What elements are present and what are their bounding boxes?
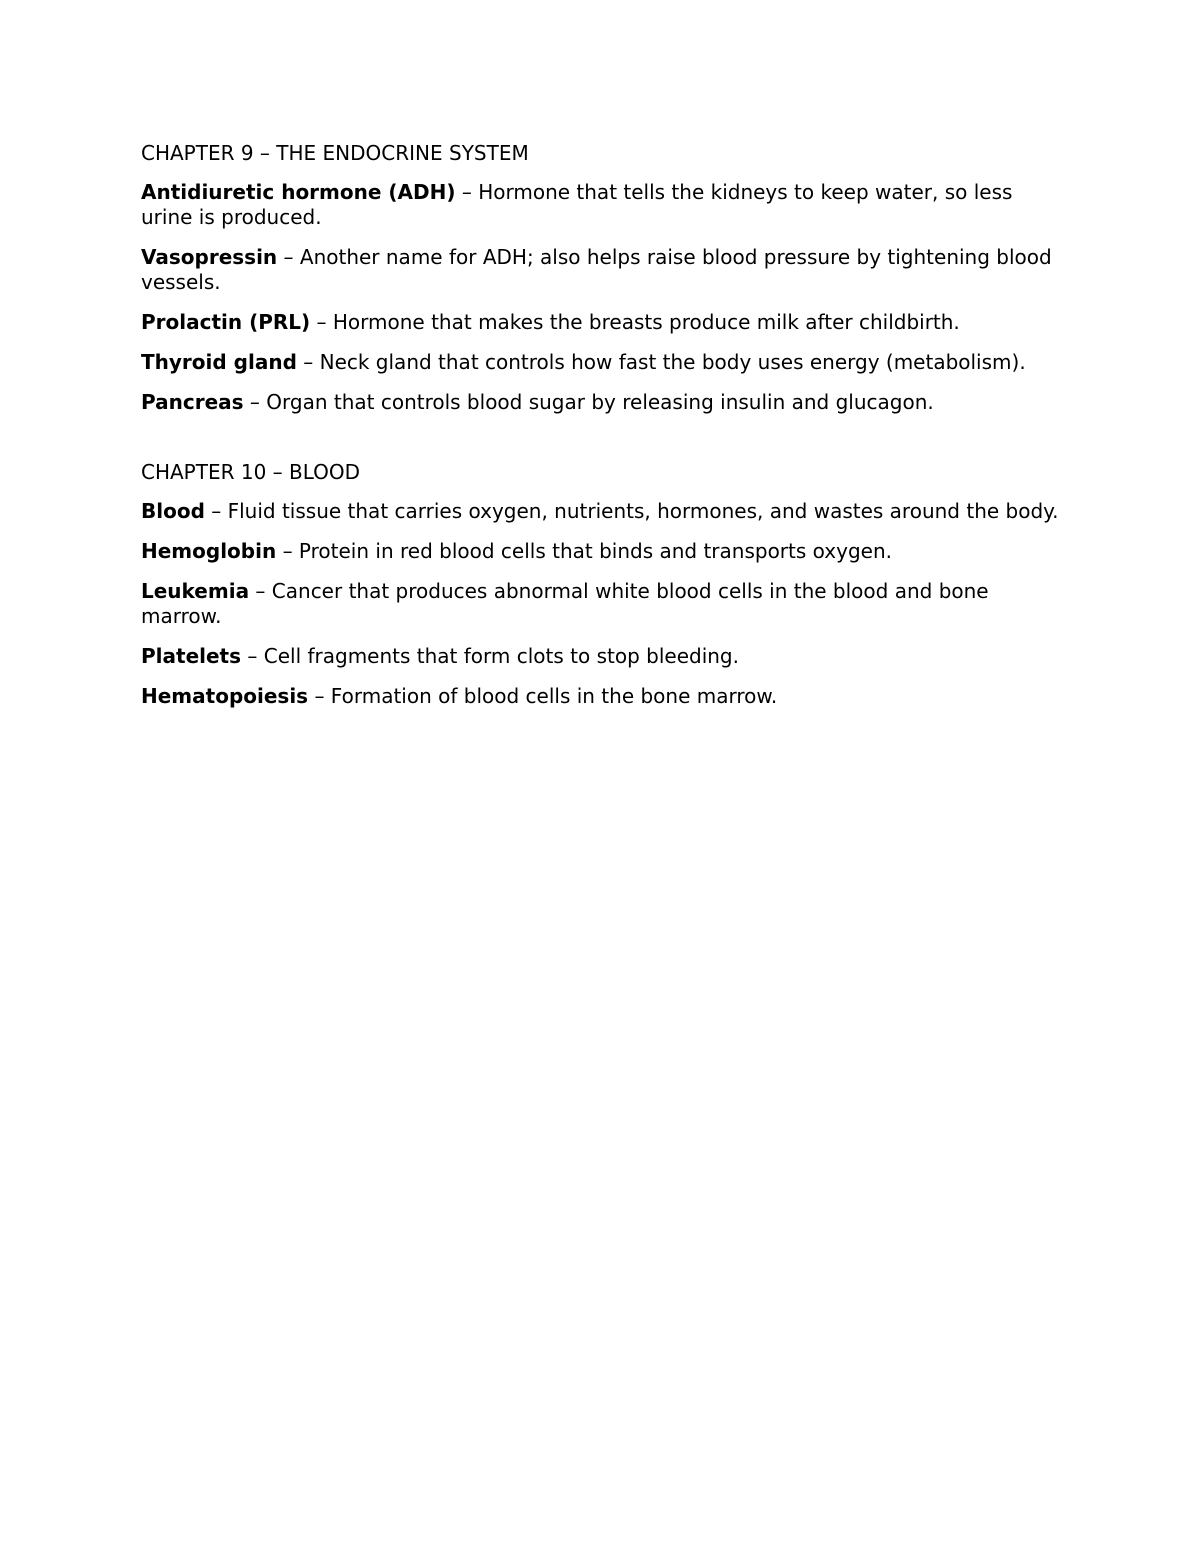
entry-term: Hemoglobin [141, 539, 277, 563]
glossary-entry-prolactin [141, 310, 1061, 335]
entry-definition: – Formation of blood cells in the bone marrow. [308, 684, 778, 708]
glossary-entry-adh [141, 180, 1061, 230]
chapter-9-section [141, 139, 1061, 415]
entry-definition: – Protein in red blood cells that binds and transports oxygen. [276, 539, 892, 563]
glossary-entry-hemoglobin [141, 539, 1061, 564]
glossary-entry-pancreas [141, 390, 1061, 415]
entry-definition: – Hormone that makes the breasts produce milk after childbirth. [310, 310, 960, 334]
entry-definition: – Hormone that tells the kidneys to keep water, so less urine is produced. [141, 180, 1013, 229]
glossary-entry-thyroid-gland [141, 350, 1061, 375]
entry-definition: – Cancer that produces abnormal white blood cells in the blood and bone marrow. [141, 579, 989, 628]
chapter-heading: CHAPTER 9 – THE ENDOCRINE SYSTEM [141, 141, 529, 165]
entry-term: Pancreas [141, 390, 244, 414]
glossary-entry-vasopressin [141, 245, 1061, 295]
entry-term: Blood [141, 499, 205, 523]
entry-term: Vasopressin [141, 245, 278, 269]
entry-term: Leukemia [141, 579, 250, 603]
entry-term: Thyroid gland [141, 350, 297, 374]
glossary-entry-blood [141, 499, 1061, 524]
entry-definition: – Another name for ADH; also helps raise blood pressure by tightening blood vessels. [141, 245, 1052, 294]
entry-term: Prolactin (PRL) [141, 310, 311, 334]
chapter-10-section [141, 458, 1061, 709]
entry-definition: – Neck gland that controls how fast the body uses energy (metabolism). [296, 350, 1026, 374]
entry-term: Platelets [141, 644, 242, 668]
glossary-entry-hematopoiesis [141, 684, 1061, 709]
glossary-entry-platelets [141, 644, 1061, 669]
entry-definition: – Cell fragments that form clots to stop bleeding. [241, 644, 739, 668]
chapter-heading: CHAPTER 10 – BLOOD [141, 460, 361, 484]
entry-term: Hematopoiesis [141, 684, 309, 708]
document-page [141, 139, 1061, 724]
glossary-entry-leukemia [141, 579, 1061, 629]
entry-term: Antidiuretic hormone (ADH) [141, 180, 456, 204]
entry-definition: – Organ that controls blood sugar by releasing insulin and glucagon. [243, 390, 934, 414]
entry-definition: – Fluid tissue that carries oxygen, nutrients, hormones, and wastes around the body. [204, 499, 1059, 523]
